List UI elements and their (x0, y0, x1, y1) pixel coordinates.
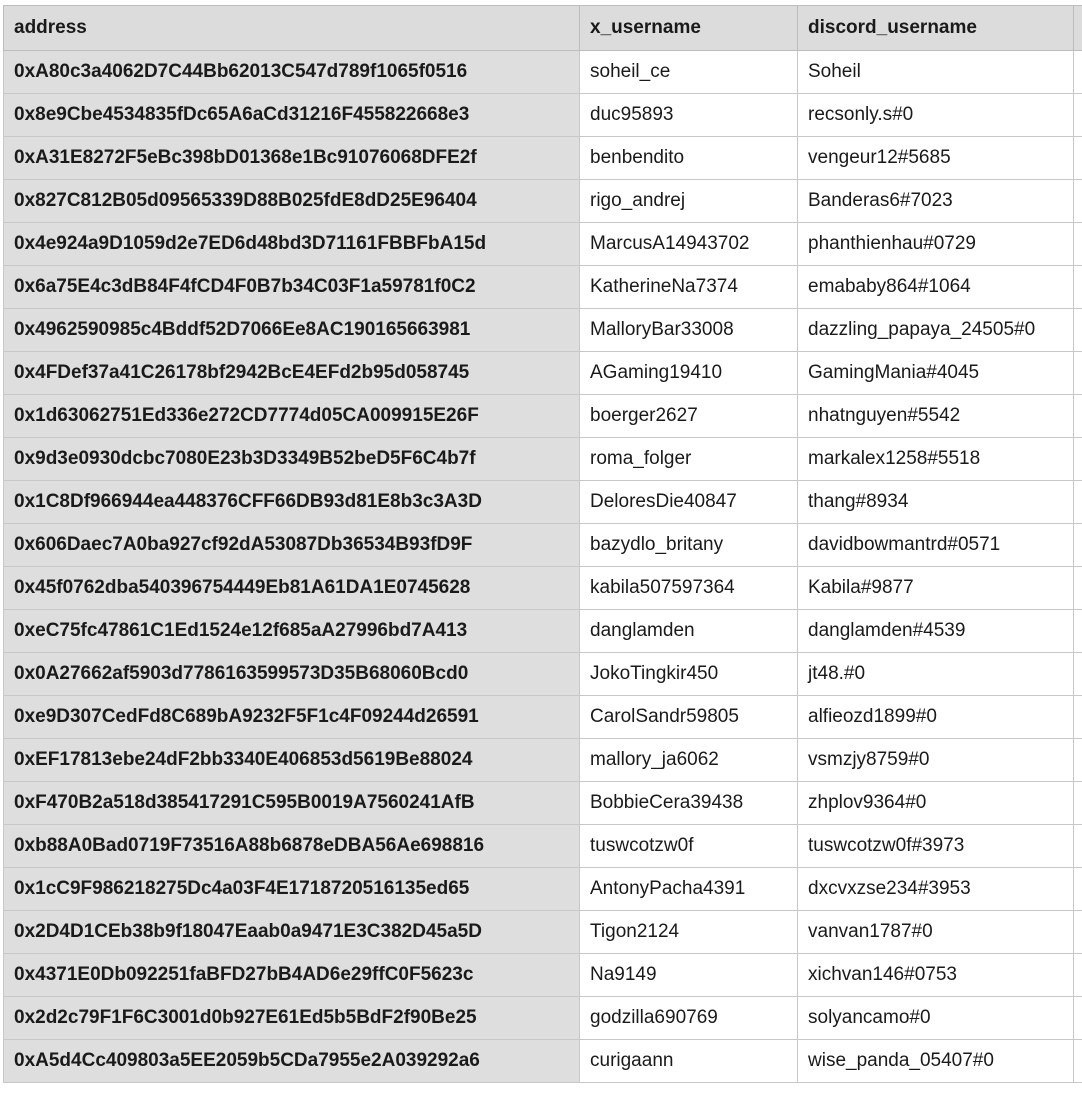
cell-x-username[interactable]: roma_folger (580, 438, 798, 481)
cell-discord-username[interactable]: jt48.#0 (798, 653, 1074, 696)
cell-x-username[interactable]: AGaming19410 (580, 352, 798, 395)
cell-empty[interactable] (1074, 997, 1082, 1040)
cell-x-username[interactable]: bazydlo_britany (580, 524, 798, 567)
cell-x-username[interactable]: MarcusA14943702 (580, 223, 798, 266)
cell-address[interactable]: 0x9d3e0930dcbc7080E23b3D3349B52beD5F6C4b7f (4, 438, 580, 481)
cell-empty[interactable] (1074, 868, 1082, 911)
cell-discord-username[interactable]: alfieozd1899#0 (798, 696, 1074, 739)
cell-address[interactable]: 0xeC75fc47861C1Ed1524e12f685aA27996bd7A413 (4, 610, 580, 653)
cell-empty[interactable] (1074, 825, 1082, 868)
cell-address[interactable]: 0x4e924a9D1059d2e7ED6d48bd3D71161FBBFbA15d (4, 223, 580, 266)
cell-discord-username[interactable]: phanthienhau#0729 (798, 223, 1074, 266)
cell-discord-username[interactable]: dazzling_papaya_24505#0 (798, 309, 1074, 352)
cell-discord-username[interactable]: vengeur12#5685 (798, 137, 1074, 180)
cell-x-username[interactable]: boerger2627 (580, 395, 798, 438)
cell-x-username[interactable]: rigo_andrej (580, 180, 798, 223)
cell-address[interactable]: 0x4371E0Db092251faBFD27bB4AD6e29ffC0F5623c (4, 954, 580, 997)
table-row (4, 137, 1082, 180)
cell-x-username[interactable]: KatherineNa7374 (580, 266, 798, 309)
table-row (4, 524, 1082, 567)
cell-empty[interactable] (1074, 395, 1082, 438)
cell-address[interactable]: 0x1C8Df966944ea448376CFF66DB93d81E8b3c3A3D (4, 481, 580, 524)
cell-address[interactable]: 0x6a75E4c3dB84F4fCD4F0B7b34C03F1a59781f0C2 (4, 266, 580, 309)
table-row (4, 868, 1082, 911)
table-row (4, 352, 1082, 395)
table-row (4, 739, 1082, 782)
cell-empty[interactable] (1074, 223, 1082, 266)
cell-discord-username[interactable]: GamingMania#4045 (798, 352, 1074, 395)
cell-discord-username[interactable]: zhplov9364#0 (798, 782, 1074, 825)
cell-address[interactable]: 0x4962590985c4Bddf52D7066Ee8AC190165663981 (4, 309, 580, 352)
cell-address[interactable]: 0xe9D307CedFd8C689bA9232F5F1c4F09244d26591 (4, 696, 580, 739)
cell-discord-username[interactable]: dxcvxzse234#3953 (798, 868, 1074, 911)
cell-discord-username[interactable]: markalex1258#5518 (798, 438, 1074, 481)
cell-empty[interactable] (1074, 94, 1082, 137)
cell-address[interactable]: 0x606Daec7A0ba927cf92dA53087Db36534B93fD9F (4, 524, 580, 567)
cell-discord-username[interactable]: nhatnguyen#5542 (798, 395, 1074, 438)
data-table (3, 5, 1082, 1083)
cell-address[interactable]: 0x8e9Cbe4534835fDc65A6aCd31216F455822668e3 (4, 94, 580, 137)
cell-empty[interactable] (1074, 438, 1082, 481)
table-row (4, 696, 1082, 739)
header-row (4, 6, 1082, 51)
cell-address[interactable]: 0x2d2c79F1F6C3001d0b927E61Ed5b5BdF2f90Be25 (4, 997, 580, 1040)
table-row (4, 266, 1082, 309)
table-row (4, 1040, 1082, 1083)
cell-address[interactable]: 0x827C812B05d09565339D88B025fdE8dD25E96404 (4, 180, 580, 223)
cell-empty[interactable] (1074, 352, 1082, 395)
table-row (4, 610, 1082, 653)
cell-x-username[interactable]: DeloresDie40847 (580, 481, 798, 524)
cell-discord-username[interactable]: Soheil (798, 51, 1074, 94)
cell-x-username[interactable]: soheil_ce (580, 51, 798, 94)
cell-empty[interactable] (1074, 739, 1082, 782)
table-row (4, 309, 1082, 352)
cell-x-username[interactable]: tuswcotzw0f (580, 825, 798, 868)
table-row (4, 825, 1082, 868)
cell-x-username[interactable]: benbendito (580, 137, 798, 180)
table-body (4, 51, 1082, 1083)
cell-address[interactable]: 0xA5d4Cc409803a5EE2059b5CDa7955e2A039292a6 (4, 1040, 580, 1083)
table-row (4, 94, 1082, 137)
table-row (4, 438, 1082, 481)
cell-empty[interactable] (1074, 180, 1082, 223)
cell-empty[interactable] (1074, 911, 1082, 954)
cell-address[interactable]: 0x2D4D1CEb38b9f18047Eaab0a9471E3C382D45a5D (4, 911, 580, 954)
column-header-address[interactable]: address (4, 6, 580, 51)
table-row (4, 997, 1082, 1040)
cell-discord-username[interactable]: Kabila#9877 (798, 567, 1074, 610)
cell-x-username[interactable]: duc95893 (580, 94, 798, 137)
cell-empty[interactable] (1074, 524, 1082, 567)
cell-discord-username[interactable]: emababy864#1064 (798, 266, 1074, 309)
cell-address[interactable]: 0xF470B2a518d385417291C595B0019A7560241AfB (4, 782, 580, 825)
cell-empty[interactable] (1074, 137, 1082, 180)
table-row (4, 782, 1082, 825)
cell-x-username[interactable]: godzilla690769 (580, 997, 798, 1040)
table-row (4, 954, 1082, 997)
cell-discord-username[interactable]: davidbowmantrd#0571 (798, 524, 1074, 567)
cell-address[interactable]: 0x1d63062751Ed336e272CD7774d05CA009915E26F (4, 395, 580, 438)
cell-address[interactable]: 0xb88A0Bad0719F73516A88b6878eDBA56Ae698816 (4, 825, 580, 868)
cell-x-username[interactable]: AntonyPacha4391 (580, 868, 798, 911)
table-row (4, 223, 1082, 266)
cell-x-username[interactable]: BobbieCera39438 (580, 782, 798, 825)
cell-address[interactable]: 0xEF17813ebe24dF2bb3340E406853d5619Be88024 (4, 739, 580, 782)
cell-discord-username[interactable]: tuswcotzw0f#3973 (798, 825, 1074, 868)
cell-empty[interactable] (1074, 782, 1082, 825)
cell-x-username[interactable]: danglamden (580, 610, 798, 653)
cell-discord-username[interactable]: recsonly.s#0 (798, 94, 1074, 137)
cell-empty[interactable] (1074, 266, 1082, 309)
cell-discord-username[interactable]: wise_panda_05407#0 (798, 1040, 1074, 1083)
table-row (4, 567, 1082, 610)
table-row (4, 395, 1082, 438)
cell-address[interactable]: 0x1cC9F986218275Dc4a03F4E1718720516135ed65 (4, 868, 580, 911)
cell-empty[interactable] (1074, 653, 1082, 696)
table-row (4, 51, 1082, 94)
column-header-x-username[interactable]: x_username (580, 6, 798, 51)
table-row (4, 481, 1082, 524)
cell-discord-username[interactable]: xichvan146#0753 (798, 954, 1074, 997)
cell-empty[interactable] (1074, 309, 1082, 352)
cell-discord-username[interactable]: vsmzjy8759#0 (798, 739, 1074, 782)
column-header-empty[interactable] (1074, 6, 1082, 51)
table-row (4, 180, 1082, 223)
cell-discord-username[interactable]: solyancamo#0 (798, 997, 1074, 1040)
cell-x-username[interactable]: MalloryBar33008 (580, 309, 798, 352)
column-header-discord-username[interactable]: discord_username (798, 6, 1074, 51)
cell-discord-username[interactable]: Banderas6#7023 (798, 180, 1074, 223)
table-row (4, 911, 1082, 954)
cell-address[interactable]: 0xA31E8272F5eBc398bD01368e1Bc91076068DFE2f (4, 137, 580, 180)
cell-x-username[interactable]: JokoTingkir450 (580, 653, 798, 696)
cell-address[interactable]: 0x45f0762dba540396754449Eb81A61DA1E0745628 (4, 567, 580, 610)
cell-x-username[interactable]: CarolSandr59805 (580, 696, 798, 739)
cell-x-username[interactable]: Na9149 (580, 954, 798, 997)
table-row (4, 653, 1082, 696)
cell-x-username[interactable]: curigaann (580, 1040, 798, 1083)
cell-x-username[interactable]: Tigon2124 (580, 911, 798, 954)
cell-empty[interactable] (1074, 954, 1082, 997)
cell-discord-username[interactable]: thang#8934 (798, 481, 1074, 524)
cell-empty[interactable] (1074, 567, 1082, 610)
cell-x-username[interactable]: mallory_ja6062 (580, 739, 798, 782)
cell-empty[interactable] (1074, 696, 1082, 739)
cell-address[interactable]: 0x4FDef37a41C26178bf2942BcE4EFd2b95d058745 (4, 352, 580, 395)
cell-x-username[interactable]: kabila507597364 (580, 567, 798, 610)
cell-empty[interactable] (1074, 610, 1082, 653)
cell-empty[interactable] (1074, 1040, 1082, 1083)
cell-address[interactable]: 0x0A27662af5903d7786163599573D35B68060Bcd0 (4, 653, 580, 696)
cell-discord-username[interactable]: danglamden#4539 (798, 610, 1074, 653)
cell-address[interactable]: 0xA80c3a4062D7C44Bb62013C547d789f1065f0516 (4, 51, 580, 94)
cell-empty[interactable] (1074, 481, 1082, 524)
cell-discord-username[interactable]: vanvan1787#0 (798, 911, 1074, 954)
cell-empty[interactable] (1074, 51, 1082, 94)
